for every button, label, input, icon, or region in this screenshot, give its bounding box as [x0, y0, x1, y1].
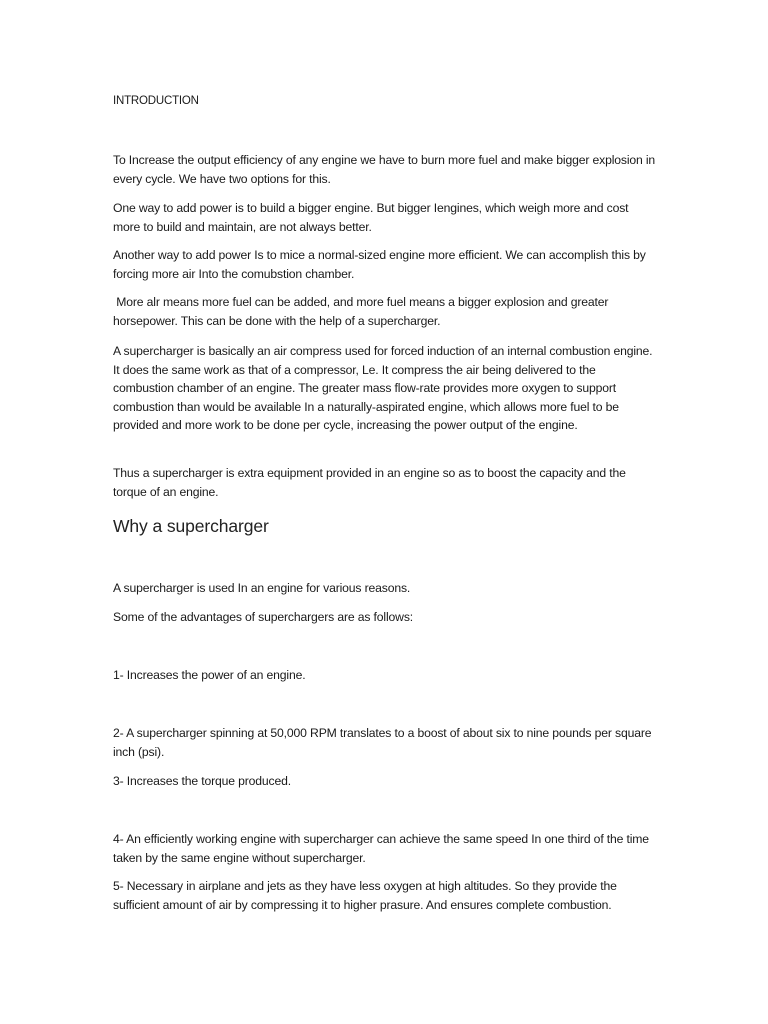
advantage-item-2: 2- A supercharger spinning at 50,000 RPM translates to a boost of about six to nine pounds per square inch (psi).: [113, 726, 652, 759]
advantage-item-5: 5- Necessary in airplane and jets as they have less oxygen at high altitudes. So they provide the sufficient amount of air by compressing it to higher prasure. And ensures complete combustion.: [113, 879, 617, 912]
section-heading: Why a supercharger: [113, 516, 269, 536]
advantage-item-1: 1- Increases the power of an engine.: [113, 668, 306, 682]
intro-heading: INTRODUCTION: [113, 95, 199, 107]
advantage-item-3: 3- Increases the torque produced.: [113, 774, 291, 788]
intro-paragraph-2: One way to add power is to build a bigger engine. But bigger Iengines, which weigh more and cost more to build and maintain, are not always better.: [113, 201, 629, 234]
intro-paragraph-5: A supercharger is basically an air compress used for forced induction of an internal combustion engine. It does the same work as that of a compressor, Le. It compress the air being delivered to the combustion chamber of an engine. The greater mass flow-rate provides more oxygen to support combustion than would be available In a naturally-aspirated engine, which allows more fuel to be provided and more work to be done per cycle, increasing the power output of the engine.: [113, 344, 653, 432]
section-paragraph-2: Some of the advantages of superchargers are as follows:: [113, 610, 413, 624]
intro-paragraph-6: Thus a supercharger is extra equipment provided in an engine so as to boost the capacity and the torque of an engine.: [113, 466, 626, 499]
intro-paragraph-3: Another way to add power Is to mice a normal-sized engine more efficient. We can accomplish this by forcing more air Into the comubstion chamber.: [113, 248, 646, 281]
intro-paragraph-1: To Increase the output efficiency of any engine we have to burn more fuel and make bigger explosion in every cycle. We have two options for this.: [113, 153, 656, 186]
section-paragraph-1: A supercharger is used In an engine for various reasons.: [113, 581, 411, 595]
advantage-item-4: 4- An efficiently working engine with supercharger can achieve the same speed In one third of the time taken by the same engine without supercharger.: [113, 832, 649, 865]
intro-paragraph-4: More alr means more fuel can be added, and more fuel means a bigger explosion and greater horsepower. This can be done with the help of a supercharger.: [113, 295, 612, 328]
